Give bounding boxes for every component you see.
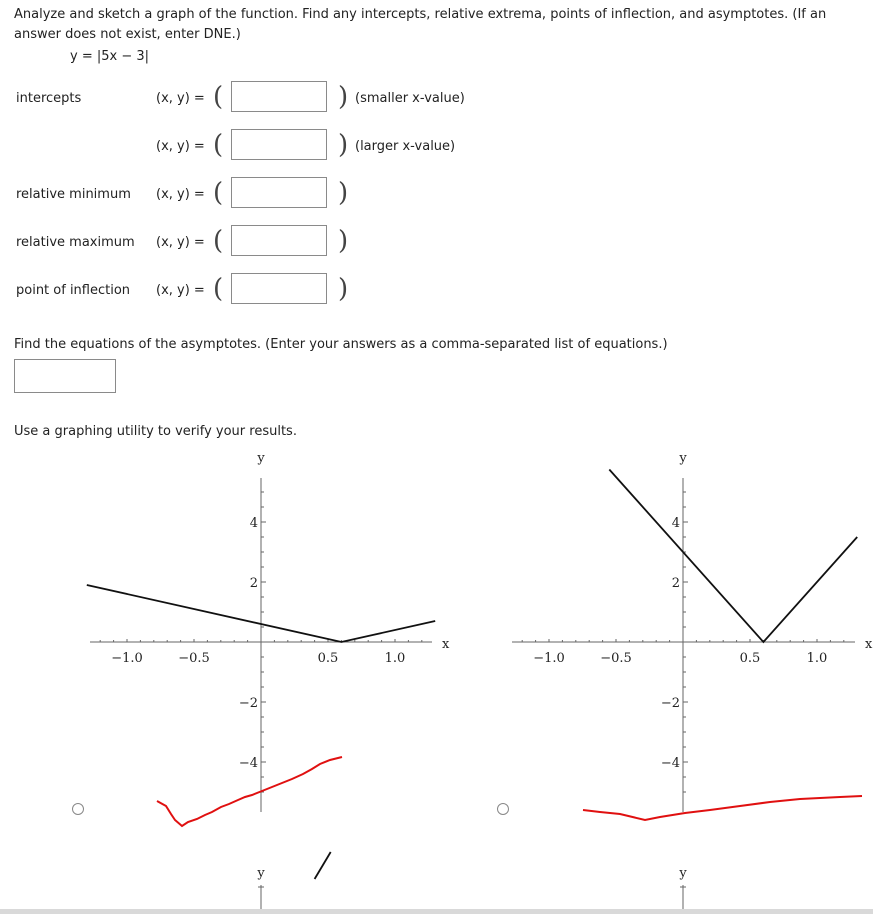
y-tick-label: −4: [238, 756, 258, 771]
close-paren: ): [338, 82, 349, 112]
verify-text: Use a graphing utility to verify your results.: [14, 424, 297, 439]
relative-maximum-label: relative maximum: [16, 235, 135, 250]
graph-option-4: [678, 866, 687, 914]
intercepts-label: intercepts: [16, 91, 82, 106]
x-tick-label: 1.0: [384, 651, 406, 666]
close-paren: ): [338, 130, 349, 160]
larger-x-note: (larger x-value): [355, 139, 456, 154]
y-axis-label: y: [679, 866, 687, 881]
smaller-x-note: (smaller x-value): [355, 91, 465, 106]
y-tick-label: −2: [660, 696, 680, 711]
x-tick-label: −0.5: [178, 651, 210, 666]
y-tick-label: −4: [660, 756, 680, 771]
y-tick-label: 4: [249, 516, 258, 531]
intercept-1-eq: (x, y) =: [156, 91, 205, 106]
relative-minimum-label: relative minimum: [16, 187, 131, 202]
relative-minimum-eq: (x, y) =: [156, 187, 205, 202]
x-tick-label: −0.5: [600, 651, 632, 666]
y-tick-label: 4: [671, 516, 680, 531]
x-axis-label: x: [865, 637, 873, 652]
y-axis-label: y: [257, 866, 265, 881]
x-tick-label: 0.5: [317, 651, 339, 666]
asymptote-prompt: Find the equations of the asymptotes. (Enter your answers as a comma-separated list of equations.): [14, 337, 668, 352]
x-tick-label: 1.0: [806, 651, 828, 666]
x-tick-label: 0.5: [739, 651, 761, 666]
y-axis-label: y: [257, 451, 265, 466]
horizontal-scrollbar[interactable]: [0, 909, 873, 914]
y-tick-label: 2: [671, 576, 680, 591]
graph-option-2: [512, 451, 873, 812]
close-paren: ): [338, 274, 349, 304]
intercept-2-eq: (x, y) =: [156, 139, 205, 154]
series-line: [609, 470, 857, 643]
open-paren: (: [213, 82, 224, 112]
open-paren: (: [213, 226, 224, 256]
open-paren: (: [213, 274, 224, 304]
y-tick-label: 2: [249, 576, 258, 591]
x-tick-label: −1.0: [533, 651, 565, 666]
open-paren: (: [213, 178, 224, 208]
question-prompt: Analyze and sketch a graph of the function. Find any intercepts, relative extrema, points of inflection, and asymptotes. (If an answer does not exist, enter DNE.): [14, 7, 827, 42]
graph-option-1: [87, 451, 450, 812]
y-tick-label: −2: [238, 696, 258, 711]
graph-option-3: [256, 852, 330, 914]
red-annotation-right: [583, 796, 862, 820]
relative-maximum-eq: (x, y) =: [156, 235, 205, 250]
y-axis-label: y: [679, 451, 687, 466]
function-expression: y = |5x − 3|: [70, 49, 150, 64]
point-of-inflection-label: point of inflection: [16, 283, 131, 298]
close-paren: ): [338, 178, 349, 208]
x-tick-label: −1.0: [111, 651, 143, 666]
point-of-inflection-eq: (x, y) =: [156, 283, 205, 298]
close-paren: ): [338, 226, 349, 256]
x-axis-label: x: [442, 637, 450, 652]
series-line: [315, 852, 331, 879]
open-paren: (: [213, 130, 224, 160]
